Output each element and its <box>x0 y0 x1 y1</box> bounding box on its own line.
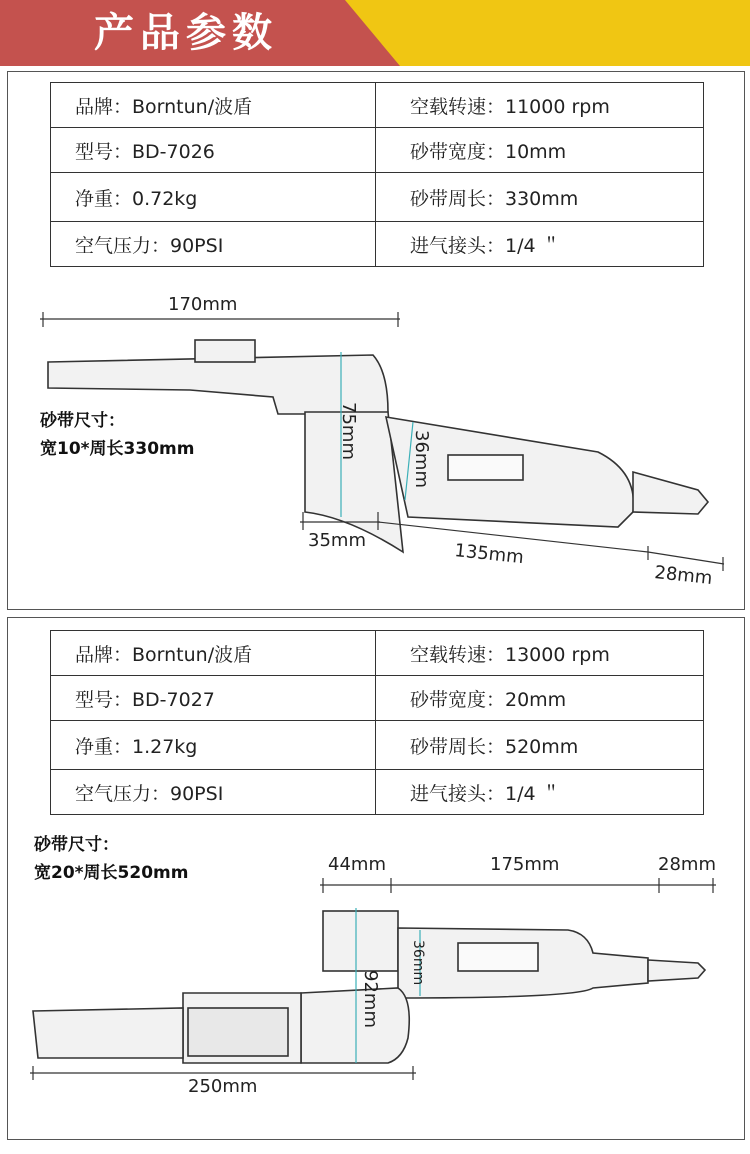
spec-model: 型号：BD-7026 <box>51 128 376 173</box>
spec-belt-perimeter: 砂带周长：330mm <box>376 173 704 222</box>
belt-note-value: 宽10*周长330mm <box>40 439 195 459</box>
spec-air-pressure: 空气压力：90PSI <box>51 770 376 815</box>
dim-head-height: 92mm <box>360 970 381 1028</box>
spec-air-inlet: 进气接头：1/4 ＂ <box>376 222 704 267</box>
tool-diagram-bd7026 <box>8 72 744 609</box>
spec-weight: 净重：0.72kg <box>51 173 376 222</box>
belt-note-title: 砂带尺寸： <box>34 835 119 855</box>
belt-note-value: 宽20*周长520mm <box>34 863 189 883</box>
spec-air-inlet: 进气接头：1/4 ＂ <box>376 770 704 815</box>
spec-weight: 净重：1.27kg <box>51 721 376 770</box>
spec-brand: 品牌：Borntun/波盾 <box>51 631 376 676</box>
dim-body-diameter: 36mm <box>411 430 432 488</box>
tool-diagram-bd7027 <box>8 618 744 1139</box>
spec-model: 型号：BD-7027 <box>51 676 376 721</box>
spec-belt-width: 砂带宽度：10mm <box>376 128 704 173</box>
dim-body-length: 135mm <box>453 540 525 569</box>
spec-air-pressure: 空气压力：90PSI <box>51 222 376 267</box>
product-panel-bd7027 <box>7 617 745 1140</box>
dim-body-diameter: 36mm <box>410 940 426 986</box>
dim-head-width: 35mm <box>308 530 366 551</box>
spec-speed: 空载转速：13000 rpm <box>376 631 704 676</box>
product-panel-bd7026 <box>7 71 745 610</box>
dim-overall-length: 170mm <box>168 294 238 315</box>
header-banner <box>0 0 750 66</box>
spec-belt-perimeter: 砂带周长：520mm <box>376 721 704 770</box>
dim-head-width: 44mm <box>328 854 386 875</box>
page-title: 产品参数 <box>94 10 278 56</box>
dim-arm-length: 250mm <box>188 1076 258 1097</box>
spec-speed: 空载转速：11000 rpm <box>376 83 704 128</box>
spec-brand: 品牌：Borntun/波盾 <box>51 83 376 128</box>
dim-head-height: 75mm <box>338 402 359 460</box>
dim-fitting-length: 28mm <box>653 562 714 590</box>
spec-belt-width: 砂带宽度：20mm <box>376 676 704 721</box>
dim-body-length: 175mm <box>490 854 560 875</box>
dim-fitting-length: 28mm <box>658 854 716 875</box>
belt-note-title: 砂带尺寸： <box>40 411 125 431</box>
